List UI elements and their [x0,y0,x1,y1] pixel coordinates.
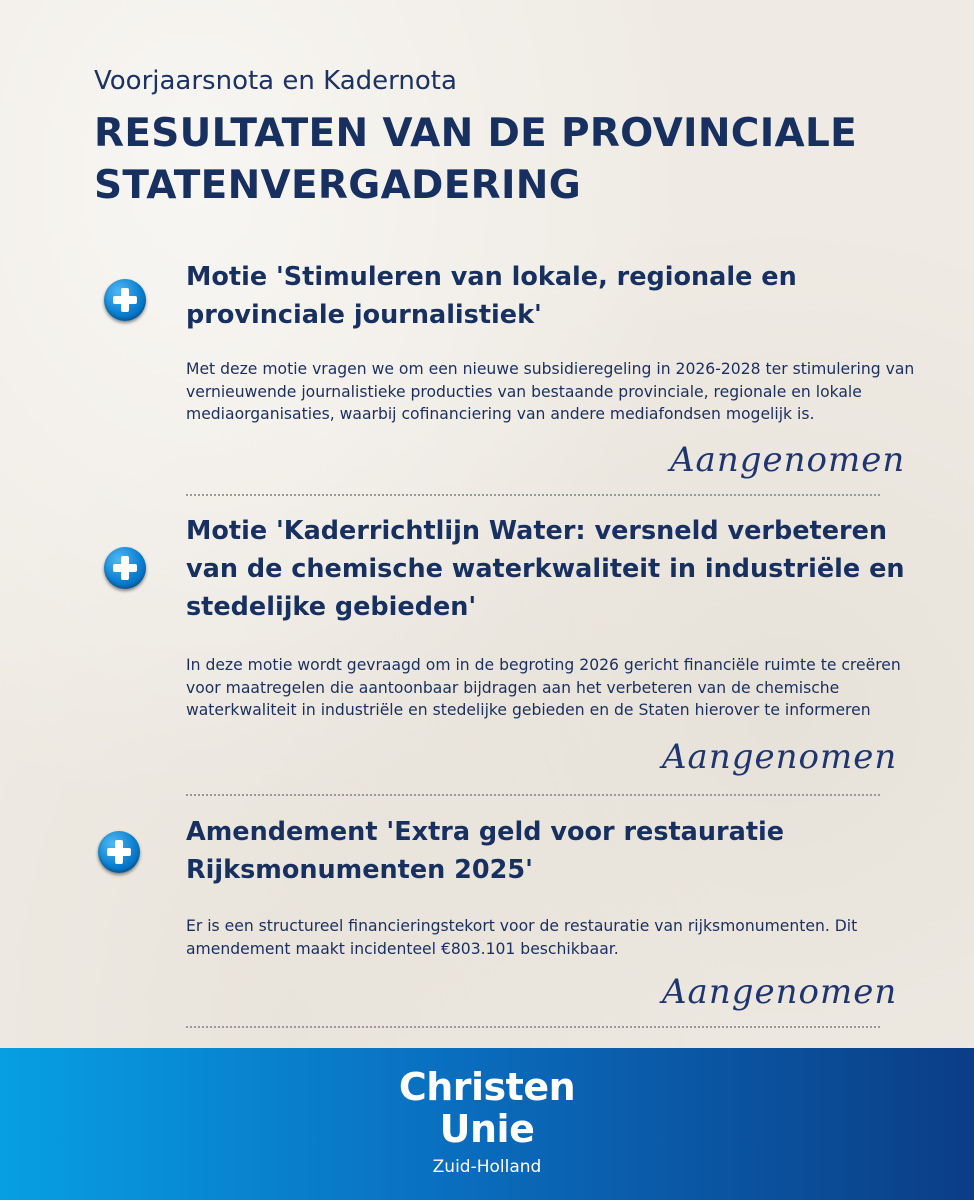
region-label: Zuid-Holland [432,1157,542,1177]
divider [186,794,880,796]
item-title: Motie 'Kaderrichtlijn Water: versneld verbeteren van de chemische waterkwaliteit in industriële en stedelijke gebieden' [186,516,905,622]
plus-icon [98,831,140,873]
page-title: RESULTATEN VAN DE PROVINCIALE STATENVERGADERING [94,111,858,208]
logo-text-line2: Unie [439,1107,535,1151]
status-label: Aangenomen [662,737,898,777]
item-description: Met deze motie vragen we om een nieuwe subsidieregeling in 2026-2028 ter stimulering van vernieuwende journalistieke producties van bestaande provinciale, regionale en lokale mediaorganisaties, waarbij cofinanciering van andere mediafondsen mogelijk is. [186,360,915,423]
logo-text-line1: Christen [398,1065,576,1109]
plus-icon [104,547,146,589]
item-description: Er is een structureel financieringstekort voor de restauratie van rijksmonumenten. Dit amendement maakt incidenteel €803.101 beschikbaar. [186,917,858,958]
item-title: Amendement 'Extra geld voor restauratie Rijksmonumenten 2025' [186,817,785,885]
item-description: In deze motie wordt gevraagd om in de begroting 2026 gericht financiële ruimte te creëren voor maatregelen die aantoonbaar bijdragen aan het verbeteren van de chemische waterkwaliteit in industriële en stedelijke gebieden en de Staten hierover te informeren [186,656,901,719]
divider [186,494,880,496]
plus-icon [104,279,146,321]
status-label: Aangenomen [662,972,898,1012]
status-label: Aangenomen [670,440,906,480]
divider [186,1026,880,1028]
item-title: Motie 'Stimuleren van lokale, regionale en provinciale journalistiek' [186,262,797,330]
header-subtitle: Voorjaarsnota en Kadernota [94,66,457,96]
footer-banner [0,1048,974,1200]
